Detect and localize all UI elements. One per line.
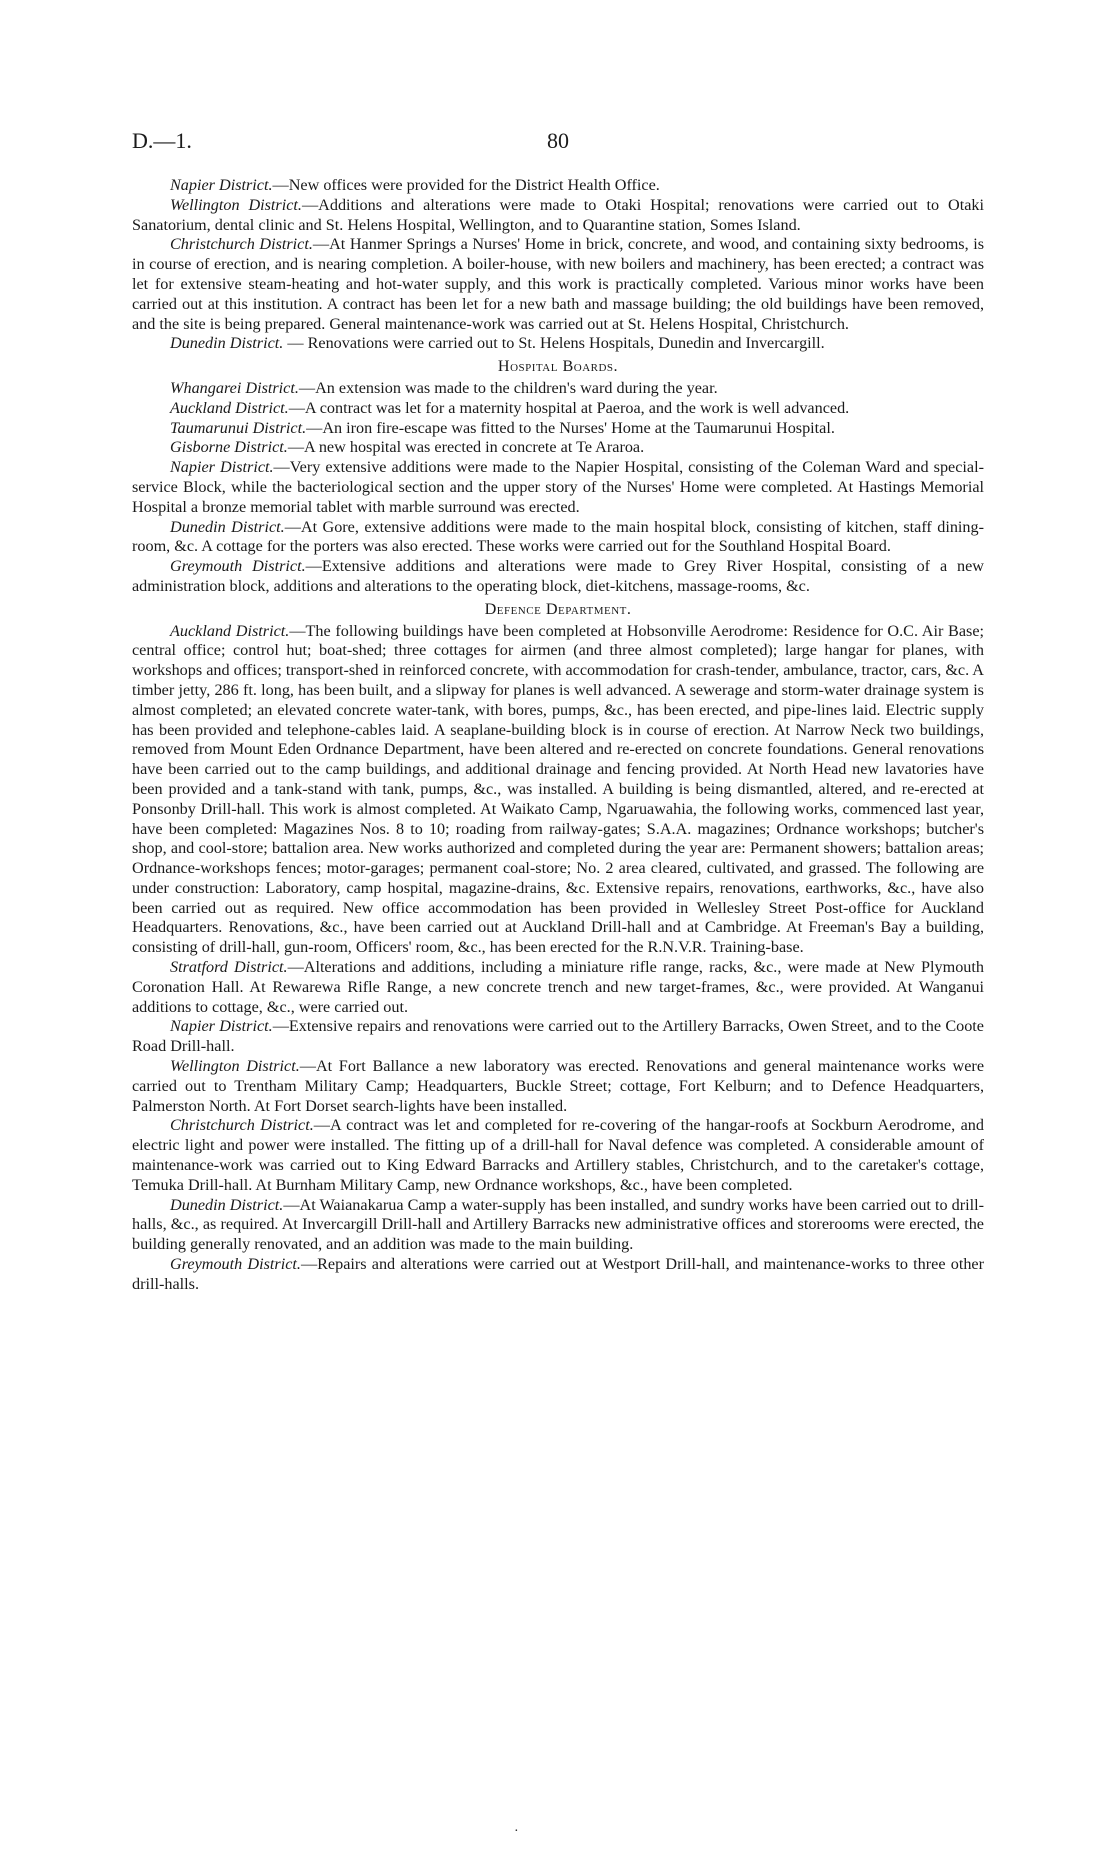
- paragraph-text: —At Waianakarua Camp a water-supply has been installed, and sundry works have been carried out to drill-halls, &c., as required. At Invercargill Drill-hall and Artillery Barracks new administrative offices and storerooms were erected, the building generally renovated, and an addition was made to the main building.: [132, 1195, 984, 1254]
- paragraph: [132, 622, 984, 959]
- paragraph-text: —Additions and alterations were made to Otaki Hospital; renovations were carried out to Otaki Sanatorium, dental clinic and St. Helens Hospital, Wellington, and to Quarantine station, Somes Island.: [132, 195, 985, 234]
- paragraph-text: —An iron fire-escape was fitted to the Nurses' Home at the Taumarunui Hospital.: [306, 418, 835, 437]
- paragraph-text: —A new hospital was erected in concrete at Te Araroa.: [287, 438, 645, 457]
- paragraph-text: —At Hanmer Springs a Nurses' Home in brick, concrete, and wood, and containing sixty bedrooms, is in course of erection, and is nearing completion. A boiler-house, with new boilers and machinery, has been erected; a contract was let for extensive steam-heating and hot-water supply, and this work is practically completed. Various minor works have been carried out at this institution. A contract has been let for a new bath and massage building; the old buildings have been removed, and the site is being prepared. General maintenance-work was carried out at St. Helens Hospital, Christchurch.: [132, 235, 984, 333]
- district-label: Greymouth District.: [170, 1255, 301, 1274]
- district-label: Christchurch District.: [170, 1116, 314, 1135]
- paragraph-text: —An extension was made to the children's ward during the year.: [298, 378, 718, 397]
- district-label: Christchurch District.: [170, 235, 313, 254]
- paragraph: [132, 958, 984, 1017]
- district-label: Dunedin District.: [170, 1195, 284, 1214]
- document-reference: D.—1.: [132, 128, 192, 153]
- footer-mark: ·: [514, 1824, 519, 1839]
- paragraph: [132, 557, 984, 597]
- paragraph: [132, 399, 984, 419]
- paragraph: [132, 1255, 984, 1295]
- district-label: Greymouth District.: [170, 557, 306, 576]
- paragraph: [132, 458, 984, 517]
- district-label: Napier District.: [170, 1017, 273, 1036]
- paragraph-text: —A contract was let and completed for re-covering of the hangar-roofs at Sockburn Aerodrome, and electric light and power were installed. The fitting up of a drill-hall for Naval defence was completed. A considerable amount of maintenance-work was carried out to King Edward Barracks and Artillery stables, Christchurch, and to the caretaker's cottage, Temuka Drill-hall. At Burnham Military Camp, new Ordnance workshops, &c., have been completed.: [132, 1116, 984, 1194]
- paragraph: [132, 419, 984, 439]
- district-label: Taumarunui District.: [170, 418, 307, 437]
- paragraph-text: —Very extensive additions were made to the Napier Hospital, consisting of the Coleman Ward and special-service Block, while the bacteriological section and the upper story of the Nurses' Home were completed. At Hastings Memorial Hospital a bronze memorial tablet with marble surround was erected.: [132, 458, 984, 516]
- district-label: Wellington District.: [170, 195, 302, 214]
- paragraph: [132, 235, 984, 334]
- paragraph-text: —Extensive additions and alterations were made to Grey River Hospital, consisting of a new administration block, additions and alterations to the operating block, diet-kitchens, massage-rooms, &c.: [132, 557, 984, 595]
- paragraph-text: —Alterations and additions, including a miniature rifle range, racks, &c., were made at New Plymouth Coronation Hall. At Rewarewa Rifle Range, a new concrete trench and new target-frames, &c., were provided. At Wanganui additions to cottage, &c., were carried out.: [132, 958, 984, 1016]
- paragraph-text: —Extensive repairs and renovations were carried out to the Artillery Barracks, Owen Street, and to the Coote Road Drill-hall.: [132, 1017, 984, 1056]
- paragraph: [132, 438, 984, 458]
- paragraph-text: —A contract was let for a maternity hospital at Paeroa, and the work is well advanced.: [288, 398, 850, 417]
- district-label: Whangarei District.: [170, 378, 299, 397]
- paragraph-text: — Renovations were carried out to St. Helens Hospitals, Dunedin and Invercargill.: [283, 334, 825, 353]
- paragraph: [132, 518, 984, 558]
- section-heading: Defence Department.: [484, 599, 632, 618]
- paragraph: [132, 1017, 984, 1057]
- paragraph: [132, 1116, 984, 1195]
- paragraph-text: —At Fort Ballance a new laboratory was erected. Renovations and general maintenance works were carried out to Trentham Military Camp; Headquarters, Buckle Street; cottage, Fort Kelburn; and to Defence Headquarters, Palmerston North. At Fort Dorset search-lights have been installed.: [132, 1057, 984, 1115]
- paragraph-text: —Repairs and alterations were carried out at Westport Drill-hall, and maintenance-works to three other drill-halls.: [132, 1255, 984, 1293]
- paragraph: [132, 1196, 984, 1255]
- paragraph: [132, 1057, 984, 1116]
- district-label: Dunedin District.: [170, 334, 284, 353]
- district-label: Auckland District.: [170, 621, 290, 640]
- page-number: 80: [547, 128, 569, 153]
- paragraph-text: —New offices were provided for the District Health Office.: [272, 176, 660, 194]
- district-label: Wellington District.: [170, 1057, 300, 1076]
- district-label: Stratford District.: [170, 958, 288, 977]
- district-label: Dunedin District.: [170, 517, 285, 536]
- district-label: Napier District.: [170, 458, 274, 477]
- paragraph: [132, 334, 984, 354]
- paragraph: [132, 176, 984, 196]
- paragraph-text: —The following buildings have been completed at Hobsonville Aerodrome: Residence for O.C. Air Base; central office; control hut; boat-shed; three cottages for airmen (and three almost completed); large hangar for planes, with workshops and offices; transport-shed in reinforced concrete, with accommodation for crash-tender, ambulance, tractor, cars, &c. A timber jetty, 286 ft. long, has been built, and a slipway for planes is well advanced. A sewerage and storm-water drainage system is almost completed; an elevated concrete water-tank, with bores, pumps, &c., has been erected, and pipe-lines laid. Electric supply has been provided and telephone-cables laid. A seaplane-building block is in course of erection. At Narrow Neck two buildings, removed from Mount Eden Ordnance Department, have been altered and re-erected on concrete foundations. General renovations have been carried out to the camp buildings, and additional drainage and fencing provided. At North Head new lavatories have been provided and a tank-stand with tank, pumps, &c., was installed. A building is being dismantled, altered, and re-erected at Ponsonby Drill-hall. This work is almost completed. At Waikato Camp, Ngaruawahia, the following works, commenced last year, have been completed: Magazines Nos. 8 to 10; roading from railway-gates; S.A.A. magazines; Ordnance workshops; butcher's shop, and cool-store; battalion area. New works authorized and completed during the year are: Permanent showers; battalion areas; Ordnance-workshops fences; motor-garages; permanent coal-store; No. 2 area cleared, cultivated, and grassed. The following are under construction: Laboratory, camp hospital, magazine-drains, &c. Extensive repairs, renovations, earthworks, &c., have also been carried out as required. New office accommodation has been provided in Wellesley Street Post-office for Auckland Headquarters. Renovations, &c., have been carried out at Auckland Drill-hall and at Cambridge. At Freeman's Bay a building, consisting of drill-hall, gun-room, Officers' room, &c., has been erected for the R.N.V.R. Training-base.: [132, 621, 985, 957]
- document-body: [132, 176, 984, 1295]
- paragraph-text: —At Gore, extensive additions were made to the main hospital block, consisting of kitchen, staff dining-room, &c. A cottage for the porters was also erected. These works were carried out for the Southland Hospital Board.: [132, 517, 985, 556]
- district-label: Gisborne District.: [170, 438, 288, 457]
- district-label: Auckland District.: [170, 398, 289, 417]
- paragraph: [132, 196, 984, 236]
- district-label: Napier District.: [170, 176, 273, 194]
- section-heading: Hospital Boards.: [497, 357, 619, 376]
- page-header: [132, 128, 984, 158]
- paragraph: [132, 379, 984, 399]
